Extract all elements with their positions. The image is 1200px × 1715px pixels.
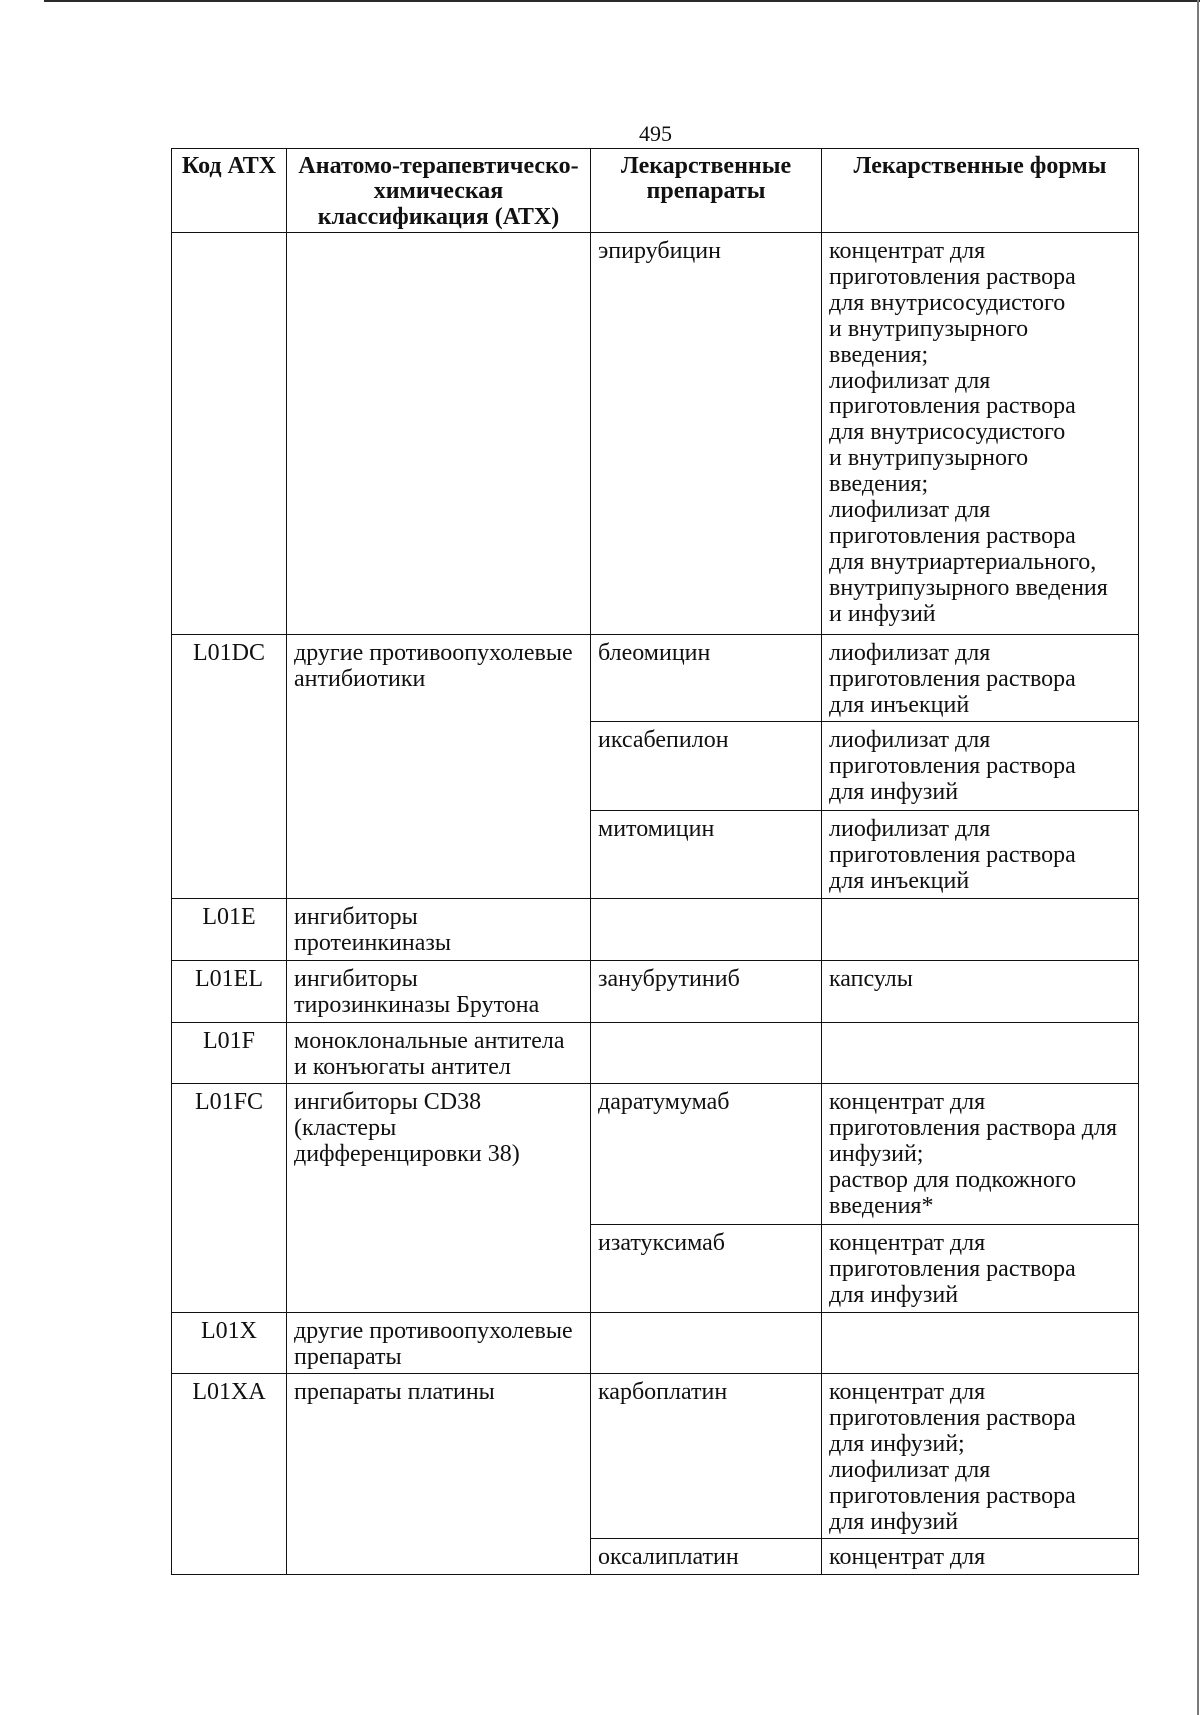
header-drugs: Лекарственные препараты [591,149,822,233]
drug-name-cell: изатуксимаб [591,1225,822,1313]
atc-table [171,148,1139,1575]
drug-name-cell: эпирубицин [591,233,822,635]
drug-name-cell: даратумумаб [591,1084,822,1225]
atc-group-cell: ингибиторы протеинкиназы [287,899,591,961]
drug-name-cell: оксалиплатин [591,1539,822,1575]
atc-group-cell: другие противоопухолевые препараты [287,1313,591,1374]
drug-name-cell [591,1023,822,1084]
header-atc-code: Код АТХ [172,149,287,233]
drug-name-cell: занубрутиниб [591,961,822,1023]
dosage-forms-cell: концентрат для [822,1539,1139,1575]
atc-group-cell [287,233,591,635]
drug-name-cell: карбоплатин [591,1374,822,1539]
dosage-forms-cell [822,1023,1139,1084]
atc-code-cell: L01EL [172,961,287,1023]
page-number: 495 [639,121,672,146]
dosage-forms-cell: лиофилизат для приготовления раствора для инъекций [822,811,1139,899]
atc-group-cell: другие противоопухолевые антибиотики [287,635,591,899]
drug-name-cell: митомицин [591,811,822,899]
atc-code-cell [172,233,287,635]
dosage-forms-cell [822,1313,1139,1374]
atc-group-cell: ингибиторы CD38 (кластеры дифференцировки 38) [287,1084,591,1313]
dosage-forms-cell: концентрат для приготовления раствора для инфузий; лиофилизат для приготовления раствора для инфузий [822,1374,1139,1539]
atc-code-cell: L01X [172,1313,287,1374]
dosage-forms-cell: концентрат для приготовления раствора для внутрисосудистого и внутрипузырного введения; лиофилизат для приготовления раствора для внутрисосудистого и внутрипузырного введения; лиофилизат для приготовления раствора для внутриартериального, внутрипузырного введения и инфузий [822,233,1139,635]
dosage-forms-cell: лиофилизат для приготовления раствора для инъекций [822,635,1139,722]
header-atc-classification: Анатомо-терапевтическо- химическая классификация (АТХ) [287,149,591,233]
scan-edge-top [44,0,1200,2]
atc-group-cell: препараты платины [287,1374,591,1575]
scan-edge-right [1197,0,1199,1715]
atc-code-cell: L01XA [172,1374,287,1575]
dosage-forms-cell: лиофилизат для приготовления раствора для инфузий [822,722,1139,811]
drug-name-cell [591,1313,822,1374]
drug-name-cell: иксабепилон [591,722,822,811]
atc-code-cell: L01FC [172,1084,287,1313]
atc-group-cell: моноклональные антитела и конъюгаты антител [287,1023,591,1084]
dosage-forms-cell: капсулы [822,961,1139,1023]
dosage-forms-cell: концентрат для приготовления раствора для инфузий; раствор для подкожного введения* [822,1084,1139,1225]
atc-code-cell: L01DC [172,635,287,899]
drug-name-cell [591,899,822,961]
drug-name-cell: блеомицин [591,635,822,722]
dosage-forms-cell: концентрат для приготовления раствора для инфузий [822,1225,1139,1313]
atc-group-cell: ингибиторы тирозинкиназы Брутона [287,961,591,1023]
dosage-forms-cell [822,899,1139,961]
header-dosage-forms: Лекарственные формы [822,149,1139,233]
atc-code-cell: L01E [172,899,287,961]
atc-code-cell: L01F [172,1023,287,1084]
